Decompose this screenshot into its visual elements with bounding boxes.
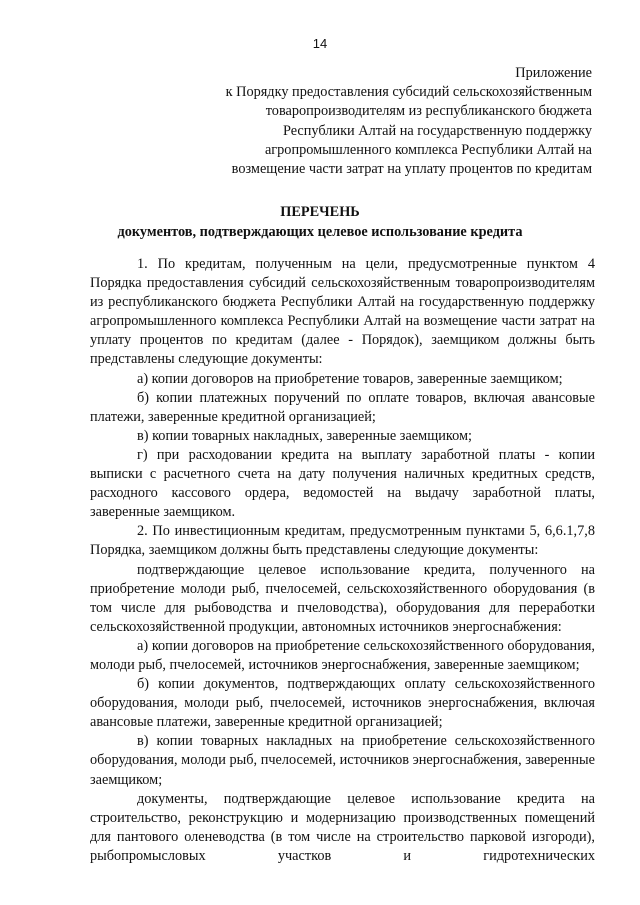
document-body: [90, 255, 595, 866]
paragraph: документы, подтверждающие целевое использование кредита на строительство, реконструкцию и модернизацию производственных помещений для пантового оленеводства (в том числе на строительство парковой изгороди), рыбопромысловых участков и гидротехнических: [90, 790, 595, 864]
paragraph: б) копии документов, подтверждающих оплату сельскохозяйственного оборудования, молоди рыб, пчелосемей, источников энергоснабжения, включая авансовые платежи, заверенные кредитной организацией;: [90, 676, 595, 731]
document-title: [0, 203, 640, 242]
appendix-line: к Порядку предоставления субсидий сельскохозяйственным: [225, 84, 592, 101]
title-subheading: документов, подтверждающих целевое использование кредита: [117, 223, 523, 240]
paragraph: в) копии товарных накладных, заверенные заемщиком;: [137, 427, 472, 444]
appendix-line: агропромышленного комплекса Республики Алтай на: [264, 141, 592, 158]
page-number: 14: [312, 36, 328, 51]
appendix-line: возмещение части затрат на уплату процентов по кредитам: [231, 161, 592, 178]
appendix-line: товаропроизводителям из республиканского бюджета: [265, 103, 592, 120]
paragraph: б) копии платежных поручений по оплате товаров, включая авансовые платежи, заверенные кредитной организацией;: [90, 389, 595, 425]
paragraph: г) при расходовании кредита на выплату заработной платы - копии выписки с расчетного счета на дату получения наличных кредитных средств, расходного кассового ордера, ведомостей на выдачу заработной платы, заверенные заемщиком.: [90, 446, 595, 521]
paragraph: в) копии товарных накладных на приобретение сельскохозяйственного оборудования, молоди рыб, пчелосемей, источников энергоснабжения, заверенные заемщиком;: [90, 733, 595, 788]
appendix-line: Приложение: [515, 65, 592, 81]
paragraph: 2. По инвестиционным кредитам, предусмотренным пунктами 5, 6,6.1,7,8 Порядка, заемщиком должны быть представлены следующие документы:: [90, 523, 595, 559]
appendix-line: Республики Алтай на государственную поддержку: [282, 122, 592, 139]
paragraph: а) копии договоров на приобретение товаров, заверенные заемщиком;: [137, 370, 563, 387]
title-heading: ПЕРЕЧЕНЬ: [280, 204, 360, 220]
paragraph: 1. По кредитам, полученным на цели, предусмотренные пунктом 4 Порядка предоставления субсидий сельскохозяйственным товаропроизводителям из республиканского бюджета Республики Алтай на государственную поддержку агропромышленного комплекса Республики Алтай на возмещение части затрат на уплату процентов по кредитам (далее - Порядок), заемщиком должны быть представлены следующие документы:: [90, 256, 595, 368]
paragraph: подтверждающие целевое использование кредита, полученного на приобретение молоди рыб, пчелосемей, сельскохозяйственного оборудования (в том числе для рыбоводства и пчеловодства), оборудования для переработки сельскохозяйственной продукции, автономных источников энергоснабжения:: [90, 561, 595, 635]
paragraph: а) копии договоров на приобретение сельскохозяйственного оборудования, молоди рыб, пчелосемей, источников энергоснабжения, заверенные заемщиком;: [90, 637, 595, 673]
appendix-header: [172, 64, 592, 179]
